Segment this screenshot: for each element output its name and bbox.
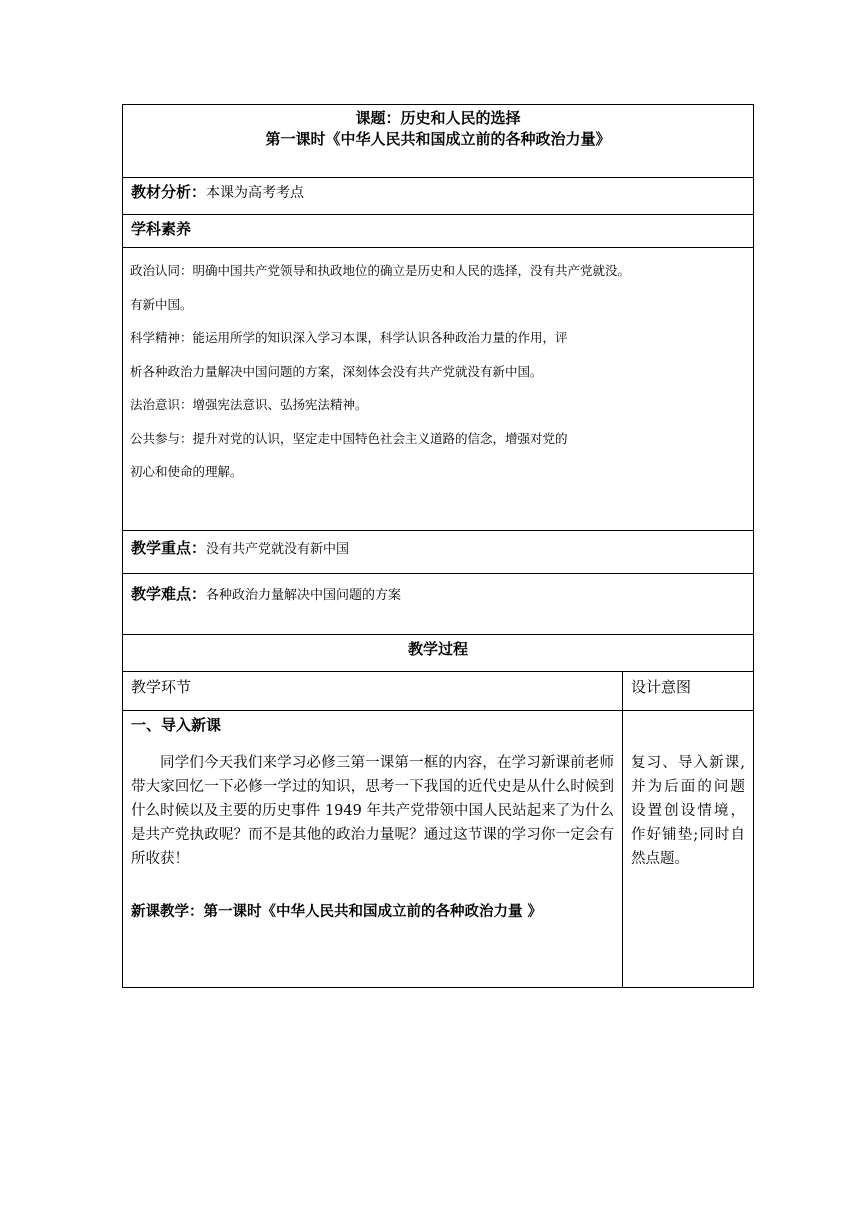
analysis-row — [123, 178, 754, 215]
analysis-text: 本课为高考考点 — [206, 185, 305, 201]
new-lesson-heading: 新课教学：第一课时《中华人民共和国成立前的各种政治力量 》 — [131, 903, 543, 920]
literacy-line: 科学精神：能运用所学的知识深入学习本课，科学认识各种政治力量的作用，评 — [130, 330, 568, 345]
key-point-row — [123, 531, 754, 574]
analysis-cell — [123, 178, 754, 215]
title-row — [123, 105, 754, 178]
difficulty-label: 教学难点： — [131, 585, 207, 603]
process-heading: 教学过程 — [123, 635, 754, 672]
content-main-cell — [123, 711, 623, 988]
literacy-line: 政治认同：明确中国共产党领导和执政地位的确立是历史和人民的选择，没有共产党就没。 — [130, 263, 631, 278]
literacy-line: 法治意识：增强宪法意识、弘扬宪法精神。 — [130, 397, 368, 412]
column-header-stage: 教学环节 — [123, 672, 623, 711]
section-title: 一、导入新课 — [131, 716, 222, 734]
literacy-line: 公共参与：提升对党的认识，坚定走中国特色社会主义道路的信念，增强对党的 — [130, 430, 568, 446]
lesson-plan-table — [122, 104, 754, 988]
literacy-body-row — [123, 248, 754, 531]
lesson-title: 第一课时《中华人民共和国成立前的各种政治力量》 — [265, 130, 611, 148]
key-point-label: 教学重点： — [131, 539, 207, 557]
intro-paragraph: 同学们今天我们来学习必修三第一课第一框的内容，在学习新课前老师带大家回忆一下必修一学过的知识，思考一下我国的近代史是从什么时候到什么时候以及主要的历史事件 1949 年共产党带领中国人民站起来了为什么是共产党执政呢？而不是其他的政治力量呢？通过这节课的学习你一定会有所收获！ — [131, 755, 614, 867]
key-point-text: 没有共产党就没有新中国 — [206, 542, 350, 557]
content-intent-cell — [623, 711, 754, 988]
topic-title: 课题：历史和人民的选择 — [355, 109, 521, 127]
title-cell — [123, 105, 754, 178]
column-header-intent: 设计意图 — [623, 672, 754, 711]
process-heading-row — [123, 635, 754, 672]
analysis-label: 教材分析： — [131, 183, 207, 201]
literacy-line: 初心和使命的理解。 — [130, 464, 243, 479]
literacy-line: 有新中国。 — [130, 296, 193, 312]
literacy-heading-row — [123, 215, 754, 248]
key-point-cell — [123, 531, 754, 574]
literacy-line: 析各种政治力量解决中国问题的方案，深刻体会没有共产党就没有新中国。 — [130, 363, 543, 379]
column-header-row — [123, 672, 754, 711]
literacy-body — [123, 248, 754, 531]
design-intent-text: 复习、导入新课,并为后面的问题设置创设情境，作好铺垫;同时自然点题。 — [631, 755, 746, 867]
difficulty-text: 各种政治力量解决中国问题的方案 — [206, 588, 402, 603]
difficulty-cell — [123, 574, 754, 635]
literacy-heading: 学科素养 — [123, 215, 754, 248]
difficulty-row — [123, 574, 754, 635]
content-row — [123, 711, 754, 988]
